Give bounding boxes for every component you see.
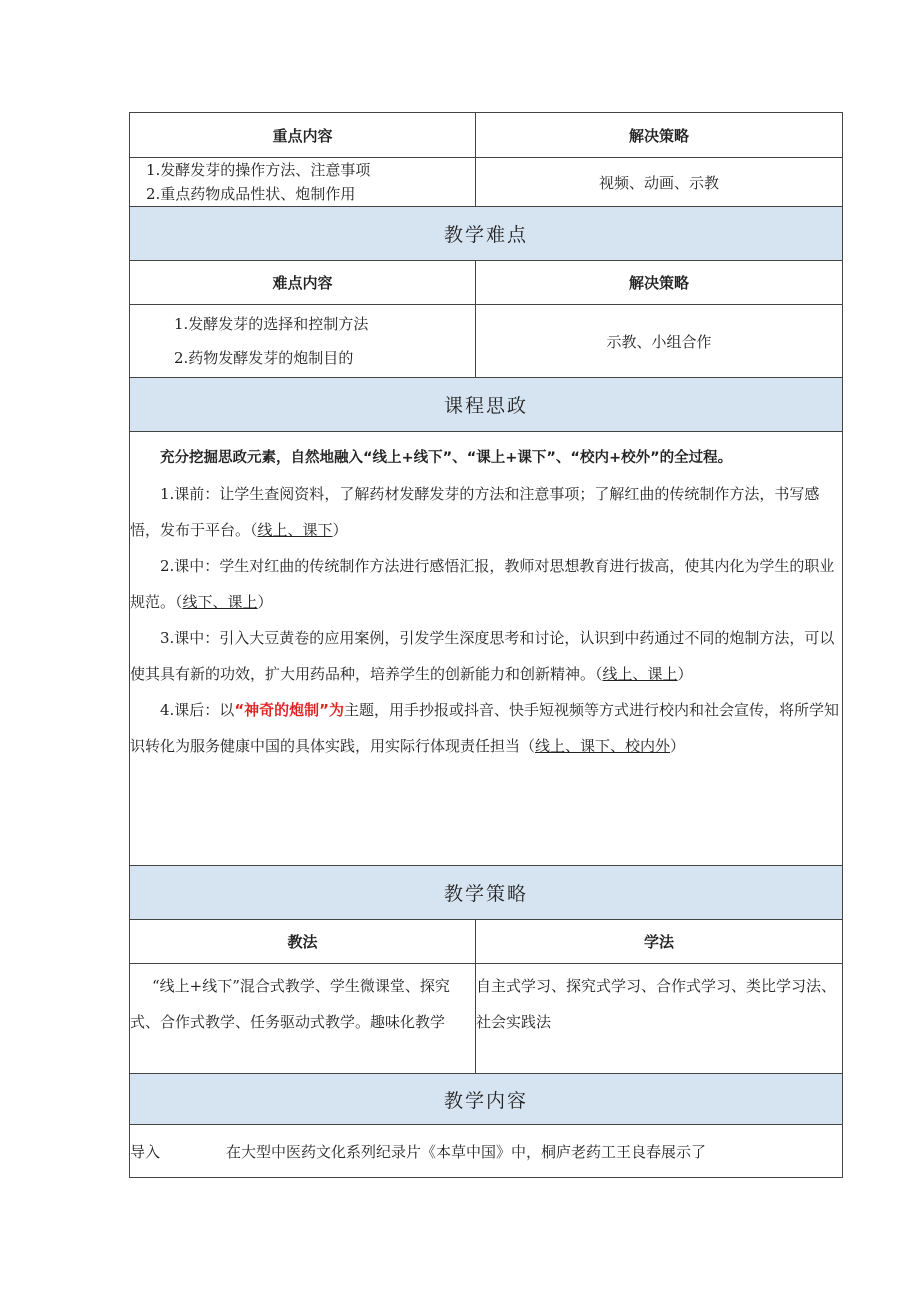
difficulty-item: 1.发酵发芽的选择和控制方法: [174, 315, 369, 333]
strategy-row: [130, 964, 843, 1074]
paragraph-text: 3.课中：引入大豆黄卷的应用案例，引发学生深度思考和讨论，认识到中药通过不同的炮制方法，可以使其具有新的功效，扩大用药品种，培养学生的创新能力和创新精神。（: [130, 629, 835, 683]
learning-methods: 自主式学习、探究式学习、合作式学习、类比学习法、社会实践法: [476, 964, 843, 1074]
key-points-strategy-header: 解决策略: [476, 113, 843, 158]
strategy-header-row: [130, 920, 843, 964]
key-points-header-row: [130, 113, 843, 158]
paragraph-text: 主题，用手抄报或抖音、快手短视频等方式进行校内和社会宣传，将所学知识转化为服务健康中国的具体实践，用实际行体现责任担当（: [130, 701, 840, 755]
paragraph-end: ）: [332, 521, 348, 539]
key-points-strategy: 视频、动画、示教: [476, 158, 843, 207]
lesson-plan-table: [129, 112, 843, 1178]
paragraph-text: 2.课中：学生对红曲的传统制作方法进行感悟汇报，教师对思想教育进行拔高，使其内化为学生的职业规范。（: [130, 557, 835, 611]
teaching-method-header: 教法: [130, 920, 476, 964]
difficulty-header-row: [130, 261, 843, 305]
difficulty-item: 2.药物发酵发芽的炮制目的: [174, 349, 354, 367]
intro-label: 导入: [130, 1142, 161, 1161]
ideology-paragraph-3: [130, 620, 842, 692]
key-points-content-header: 重点内容: [130, 113, 476, 158]
key-point-item: 1.发酵发芽的操作方法、注意事项: [146, 161, 371, 179]
intro-text: 在大型中医药文化系列纪录片《本草中国》中，桐庐老药工王良春展示了: [226, 1142, 707, 1161]
mode-tag: 线上、课下、校内外: [535, 737, 671, 755]
ideology-paragraph-4: [130, 692, 842, 764]
lesson-plan-document: [129, 112, 842, 1178]
paragraph-end: ）: [670, 737, 686, 755]
mode-tag: 线上、课上: [602, 665, 678, 683]
teaching-methods: “线上+线下”混合式教学、学生微课堂、探究式、合作式教学、任务驱动式教学。趣味化教学: [130, 964, 476, 1074]
difficulty-row: [130, 305, 843, 378]
paragraph-end: ）: [257, 593, 273, 611]
paragraph-text: 1.课前：让学生查阅资料，了解药材发酵发芽的方法和注意事项；了解红曲的传统制作方法，书写感悟，发布于平台。（: [130, 485, 820, 539]
content-band-row: [130, 1074, 843, 1125]
learning-method-header: 学法: [476, 920, 843, 964]
content-section-title: 教学内容: [130, 1074, 843, 1125]
difficulty-section-title: 教学难点: [130, 207, 843, 261]
intro-row: [130, 1125, 843, 1178]
paragraph-prefix: 4.课后：以: [160, 701, 235, 719]
key-points-row: [130, 158, 843, 207]
key-point-item: 2.重点药物成品性状、炮制作用: [146, 185, 356, 203]
difficulty-strategy-header: 解决策略: [476, 261, 843, 305]
ideology-body: [130, 432, 843, 866]
difficulty-list: [130, 305, 476, 378]
difficulty-band-row: [130, 207, 843, 261]
ideology-lead: 充分挖掘思政元素，自然地融入“线上+线下”、“课上+课下”、“校内+校外”的全过程。: [160, 450, 733, 466]
mode-tag: 线上、课下: [257, 521, 333, 539]
key-points-list: [130, 158, 476, 207]
ideology-section-title: 课程思政: [130, 378, 843, 432]
ideology-paragraph-2: [130, 548, 842, 620]
paragraph-end: ）: [677, 665, 693, 683]
ideology-row: [130, 432, 843, 866]
difficulty-content-header: 难点内容: [130, 261, 476, 305]
strategy-section-title: 教学策略: [130, 866, 843, 920]
ideology-paragraph-1: [130, 476, 842, 548]
highlight-theme: “神奇的炮制”为: [234, 701, 345, 719]
ideology-band-row: [130, 378, 843, 432]
difficulty-strategy: 示教、小组合作: [476, 305, 843, 378]
mode-tag: 线下、课上: [182, 593, 258, 611]
intro-cell: [130, 1125, 843, 1178]
strategy-band-row: [130, 866, 843, 920]
